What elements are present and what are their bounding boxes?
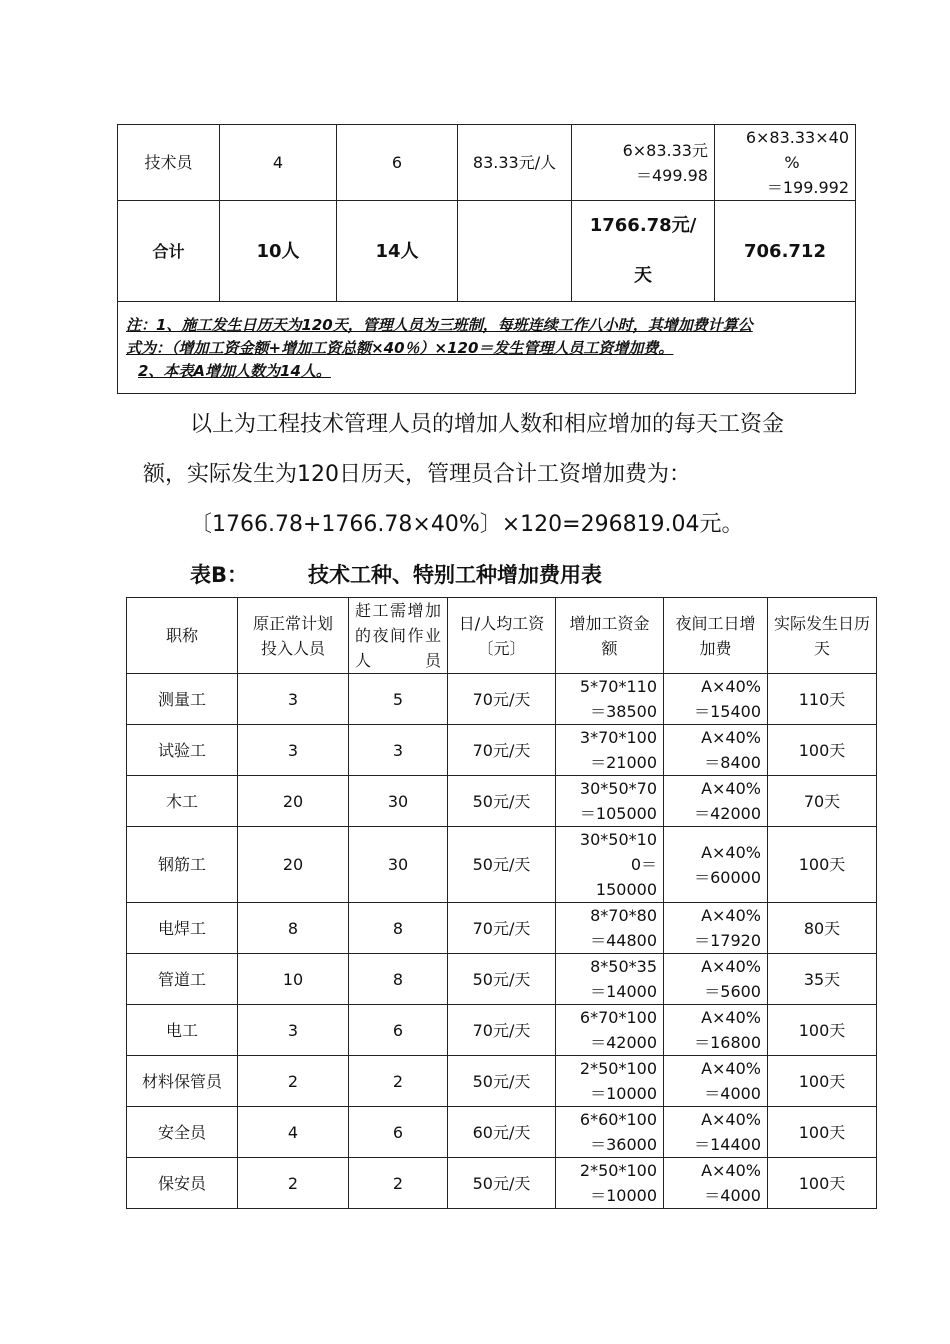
cell-title: 测量工	[127, 674, 238, 725]
cell-title: 电焊工	[127, 903, 238, 954]
table-header-row	[127, 598, 877, 674]
table-row	[127, 1107, 877, 1158]
cell-amount	[556, 1107, 664, 1158]
cell-night	[664, 827, 768, 903]
cell-line: ＝10000	[590, 1186, 657, 1205]
cell-wage-amount	[572, 125, 715, 201]
cell-added: 8	[349, 954, 448, 1005]
note-line: 2、本表A增加人数为14人。	[138, 362, 331, 380]
cell-planned: 2	[238, 1158, 349, 1209]
cell-line: ＝105000	[579, 804, 657, 823]
header-cell: 原正常计划投入人员	[238, 598, 349, 674]
cell-line: 6*60*100	[579, 1110, 657, 1129]
cell-added: 30	[349, 827, 448, 903]
total-amount	[572, 201, 715, 302]
cell-line: A×40%	[701, 728, 761, 747]
table-b-body	[127, 674, 877, 1209]
cell-night	[664, 1107, 768, 1158]
cell-wage: 70元/天	[448, 903, 556, 954]
cell-amount	[556, 725, 664, 776]
paragraph-line: 额，实际发生为120日历天，管理员合计工资增加费为：	[143, 462, 691, 487]
cell-title: 木工	[127, 776, 238, 827]
header-cell: 日/人均工资〔元〕	[448, 598, 556, 674]
table-row	[127, 827, 877, 903]
cell-days: 100天	[768, 1056, 877, 1107]
cell-line: A×40%	[701, 779, 761, 798]
cell-line: %	[784, 153, 800, 172]
cell-line: ＝499.98	[636, 165, 708, 185]
cell-line: ＝38500	[590, 702, 657, 721]
cell-line: ＝16800	[694, 1033, 761, 1052]
cell-line: 6*70*100	[579, 1008, 657, 1027]
cell-planned: 3	[238, 1005, 349, 1056]
cell-title: 电工	[127, 1005, 238, 1056]
cell-line: 1766.78元/	[589, 215, 697, 236]
cell-planned: 3	[238, 725, 349, 776]
cell-title: 安全员	[127, 1107, 238, 1158]
cell-wage: 70元/天	[448, 1005, 556, 1056]
cell-night	[664, 776, 768, 827]
cell-line: ＝21000	[590, 753, 657, 772]
cell-line: 3*70*100	[579, 728, 657, 747]
cell-line: ＝10000	[590, 1084, 657, 1103]
cell-wage: 50元/天	[448, 1158, 556, 1209]
table-row	[127, 1056, 877, 1107]
cell-line: ＝14400	[694, 1135, 761, 1154]
cell-amount	[556, 674, 664, 725]
cell-line: ＝44800	[590, 931, 657, 950]
total-added: 14人	[337, 201, 458, 302]
cell-line: ＝17920	[694, 931, 761, 950]
total-sum: 706.712	[715, 201, 856, 302]
cell-amount	[556, 1056, 664, 1107]
cell-line: A×40%	[701, 1110, 761, 1129]
cell-line: A×40%	[701, 677, 761, 696]
cell-line: A×40%	[701, 1161, 761, 1180]
cell-amount	[556, 954, 664, 1005]
total-planned: 10人	[220, 201, 337, 302]
header-cell: 增加工资金额	[556, 598, 664, 674]
cell-amount	[556, 776, 664, 827]
table-b-label: 表B：	[190, 563, 249, 587]
table-b-title	[190, 560, 602, 590]
cell-days: 100天	[768, 1107, 877, 1158]
cell-night	[664, 1158, 768, 1209]
cell-line: 8*50*35	[590, 957, 657, 976]
cell-planned: 10	[238, 954, 349, 1005]
cell-added: 2	[349, 1056, 448, 1107]
cell-line: 2*50*100	[579, 1059, 657, 1078]
cell-days: 100天	[768, 1005, 877, 1056]
note-row	[118, 302, 856, 394]
table-row	[127, 1158, 877, 1209]
cell-line: A×40%	[701, 957, 761, 976]
cell-planned: 20	[238, 776, 349, 827]
table-row	[127, 776, 877, 827]
table-row	[127, 954, 877, 1005]
cell-title: 技术员	[118, 125, 220, 201]
cell-days: 110天	[768, 674, 877, 725]
note-line: 注：1、施工发生日历天为120天，管理人员为三班制，每班连续工作八小时，其增加费计算公	[126, 316, 753, 334]
cell-days: 80天	[768, 903, 877, 954]
cell-line: 0＝	[630, 855, 657, 874]
cell-days: 70天	[768, 776, 877, 827]
cell-added: 6	[349, 1107, 448, 1158]
cell-night	[664, 1056, 768, 1107]
table-row	[127, 725, 877, 776]
cell-line: 150000	[595, 880, 657, 899]
total-row	[118, 201, 856, 302]
cell-added: 30	[349, 776, 448, 827]
cell-line: ＝199.992	[766, 178, 849, 197]
cell-night	[664, 1005, 768, 1056]
cell-title: 管道工	[127, 954, 238, 1005]
cell-added: 5	[349, 674, 448, 725]
table-row	[127, 903, 877, 954]
cell-line: A×40%	[701, 906, 761, 925]
cell-line: ＝4000	[704, 1084, 761, 1103]
cell-amount	[556, 1005, 664, 1056]
cell-added: 8	[349, 903, 448, 954]
cell-line: A×40%	[701, 842, 761, 862]
cell-line: 6×83.33×40	[745, 128, 849, 147]
cell-wage: 70元/天	[448, 674, 556, 725]
cell-added: 3	[349, 725, 448, 776]
cell-line: ＝15400	[694, 702, 761, 721]
cell-wage: 50元/天	[448, 954, 556, 1005]
total-label: 合计	[118, 201, 220, 302]
cell-line: ＝42000	[590, 1033, 657, 1052]
cell-night	[664, 903, 768, 954]
cell-line: ＝8400	[704, 753, 761, 772]
cell-amount	[556, 827, 664, 903]
cell-line: 2*50*100	[579, 1161, 657, 1180]
cell-wage: 50元/天	[448, 827, 556, 903]
cell-days: 100天	[768, 725, 877, 776]
cell-wage: 70元/天	[448, 725, 556, 776]
cell-amount	[556, 1158, 664, 1209]
cell-planned: 20	[238, 827, 349, 903]
cell-added: 6	[337, 125, 458, 201]
cell-days: 100天	[768, 827, 877, 903]
cell-total	[715, 125, 856, 201]
cell-night	[664, 674, 768, 725]
cell-title: 材料保管员	[127, 1056, 238, 1107]
formula-line: 〔1766.78+1766.78×40%〕×120=296819.04元。	[190, 512, 744, 537]
cell-planned: 3	[238, 674, 349, 725]
table-b-name: 技术工种、特别工种增加费用表	[308, 563, 603, 587]
cell-title: 钢筋工	[127, 827, 238, 903]
cell-line: ＝42000	[694, 804, 761, 823]
table-note	[118, 302, 856, 394]
table-row	[118, 125, 856, 201]
cell-line: 5*70*110	[579, 677, 657, 696]
cell-line: 天	[634, 265, 652, 286]
cell-amount	[556, 903, 664, 954]
cell-wage: 50元/天	[448, 776, 556, 827]
table-row	[127, 1005, 877, 1056]
cell-planned: 2	[238, 1056, 349, 1107]
cell-planned: 4	[238, 1107, 349, 1158]
cell-wage: 60元/天	[448, 1107, 556, 1158]
table-b	[126, 597, 877, 1209]
cell-night	[664, 725, 768, 776]
cell-days: 100天	[768, 1158, 877, 1209]
cell-daily-wage: 83.33元/人	[458, 125, 572, 201]
note-line: 式为：（增加工资金额+增加工资总额×40％）×120＝发生管理人员工资增加费。	[126, 339, 674, 357]
header-cell: 赶工需增加的夜间作业人员	[349, 598, 448, 674]
cell-title: 试验工	[127, 725, 238, 776]
total-daily-wage	[458, 201, 572, 302]
cell-planned: 4	[220, 125, 337, 201]
cell-added: 6	[349, 1005, 448, 1056]
cell-days: 35天	[768, 954, 877, 1005]
cell-line: ＝36000	[590, 1135, 657, 1154]
cell-night	[664, 954, 768, 1005]
header-cell: 实际发生日历天	[768, 598, 877, 674]
cell-line: 30*50*10	[579, 830, 657, 849]
cell-planned: 8	[238, 903, 349, 954]
cell-line: ＝4000	[704, 1186, 761, 1205]
table-row	[127, 674, 877, 725]
cell-line: A×40%	[701, 1059, 761, 1078]
cell-line: ＝5600	[704, 982, 761, 1001]
cell-line: 8*70*80	[590, 906, 657, 925]
cell-line: 6×83.33元	[622, 140, 708, 160]
table-a	[117, 124, 856, 394]
header-cell: 职称	[127, 598, 238, 674]
paragraph-line: 以上为工程技术管理人员的增加人数和相应增加的每天工资金	[190, 412, 785, 437]
cell-line: ＝14000	[590, 982, 657, 1001]
cell-title: 保安员	[127, 1158, 238, 1209]
header-cell: 夜间工日增加费	[664, 598, 768, 674]
cell-line: 30*50*70	[579, 779, 657, 798]
cell-wage: 50元/天	[448, 1056, 556, 1107]
cell-line: ＝60000	[694, 867, 761, 887]
cell-added: 2	[349, 1158, 448, 1209]
cell-line: A×40%	[701, 1008, 761, 1027]
